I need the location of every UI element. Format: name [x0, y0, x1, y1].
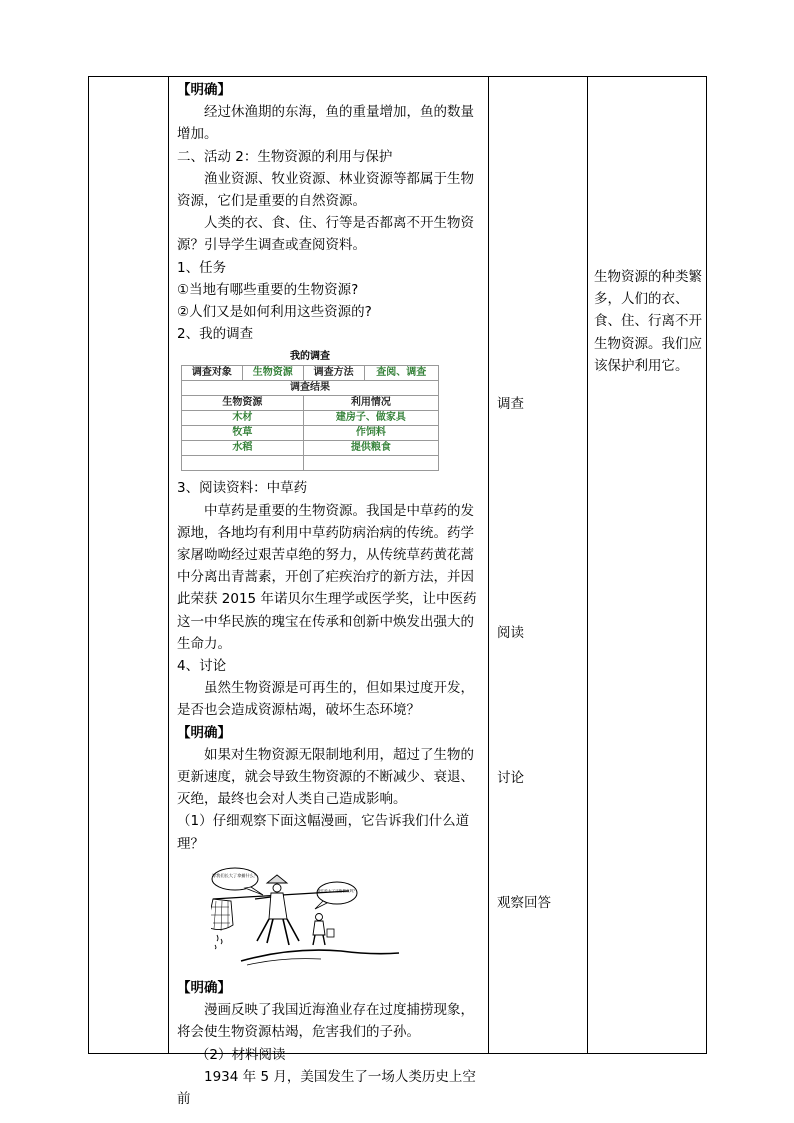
column-divider	[587, 77, 588, 1053]
survey-table	[181, 349, 439, 471]
table-cell	[303, 456, 438, 471]
clarify-heading: 【明确】	[177, 979, 231, 996]
survey-title: 我的调查	[290, 351, 330, 363]
table-cell: 作饲料	[303, 426, 438, 441]
activity-label-discuss: 讨论	[497, 770, 524, 786]
table-cell	[182, 456, 304, 471]
survey-col-header: 利用情况	[303, 396, 438, 411]
table-cell: 建房子、做家具	[303, 411, 438, 426]
table-row	[182, 426, 439, 441]
task-item: ①当地有哪些重要的生物资源?	[177, 281, 359, 298]
paragraph: 虽然生物资源是可再生的，但如果过度开发，是否也会造成资源枯竭，破坏生态环境？	[177, 680, 474, 719]
table-row	[182, 441, 439, 456]
survey-method-value: 查阅、调查	[364, 366, 438, 381]
paragraph: 经过休渔期的东海，鱼的重量增加，鱼的数量增加。	[177, 104, 474, 143]
activity-label-survey: 调查	[497, 396, 524, 412]
table-cell: 牧草	[182, 426, 304, 441]
task-item: ②人们又是如何利用这些资源的?	[177, 304, 372, 321]
activity-label-reading: 阅读	[497, 625, 524, 641]
column-divider	[168, 77, 169, 1053]
lesson-table	[88, 76, 707, 1107]
table-row	[182, 456, 439, 471]
task-heading: 1、任务	[177, 259, 227, 276]
material-reading-heading: （2）材料阅读	[195, 1046, 286, 1063]
table-cell: 木材	[182, 411, 304, 426]
survey-object-value: 生物资源	[242, 366, 303, 381]
cartoon-speech-right: 我们长大了还能捕鱼吗？	[317, 888, 357, 893]
table-cell: 提供粮食	[303, 441, 438, 456]
paragraph: 人类的衣、食、住、行等是否都离不开生物资源？引导学生调查或查阅资料。	[177, 215, 474, 254]
survey-results-label: 调查结果	[182, 381, 439, 396]
paragraph: 中草药是重要的生物资源。我国是中草药的发源地，各地均有利用中草药防病治病的传统。药学家屠呦呦经过艰苦卓绝的努力，从传统草药黄花蒿中分离出青蒿素，开创了疟疾治疗的新方法，并因此荣获 2015 年诺贝尔生理学或医学奖，让中医药这一中华民族的瑰宝在传承和创新中焕发出强大的生命力。	[177, 502, 477, 652]
clarify-heading: 【明确】	[177, 724, 231, 741]
cartoon-speech-left: 等我们长大了拿捕什么？	[211, 872, 259, 878]
question: （1）仔细观察下面这幅漫画，它告诉我们什么道理？	[177, 813, 470, 852]
activity-heading: 二、活动 2：生物资源的利用与保护	[177, 148, 393, 165]
table-cell: 水稻	[182, 441, 304, 456]
survey-col-header: 生物资源	[182, 396, 304, 411]
paragraph: 渔业资源、牧业资源、林业资源等都属于生物资源，它们是重要的自然资源。	[177, 170, 474, 210]
reading-heading: 3、阅读资料：中草药	[177, 480, 308, 497]
paragraph: 1934 年 5 月，美国发生了一场人类历史上空前	[177, 1068, 476, 1107]
teaching-content-column	[173, 77, 485, 1107]
table-row	[182, 411, 439, 426]
discussion-heading: 4、讨论	[177, 658, 227, 675]
survey-heading: 2、我的调查	[177, 326, 254, 343]
paragraph: 漫画反映了我国近海渔业存在过度捕捞现象，将会使生物资源枯竭，危害我们的子孙。	[177, 1002, 474, 1041]
column-divider	[488, 77, 489, 1053]
overfishing-cartoon	[211, 861, 411, 969]
survey-method-label: 调查方法	[303, 366, 364, 381]
design-intent-text: 生物资源的种类繁多，人们的衣、食、住、行离不开生物资源。我们应该保护利用它。	[594, 269, 702, 374]
activity-label-observe: 观察回答	[497, 895, 551, 911]
paragraph: 如果对生物资源无限制地利用，超过了生物的更新速度，就会导致生物资源的不断减少、衰退、灭绝，最终也会对人类自己造成影响。	[177, 746, 474, 808]
survey-object-label: 调查对象	[182, 366, 243, 381]
clarify-heading: 【明确】	[177, 82, 231, 98]
